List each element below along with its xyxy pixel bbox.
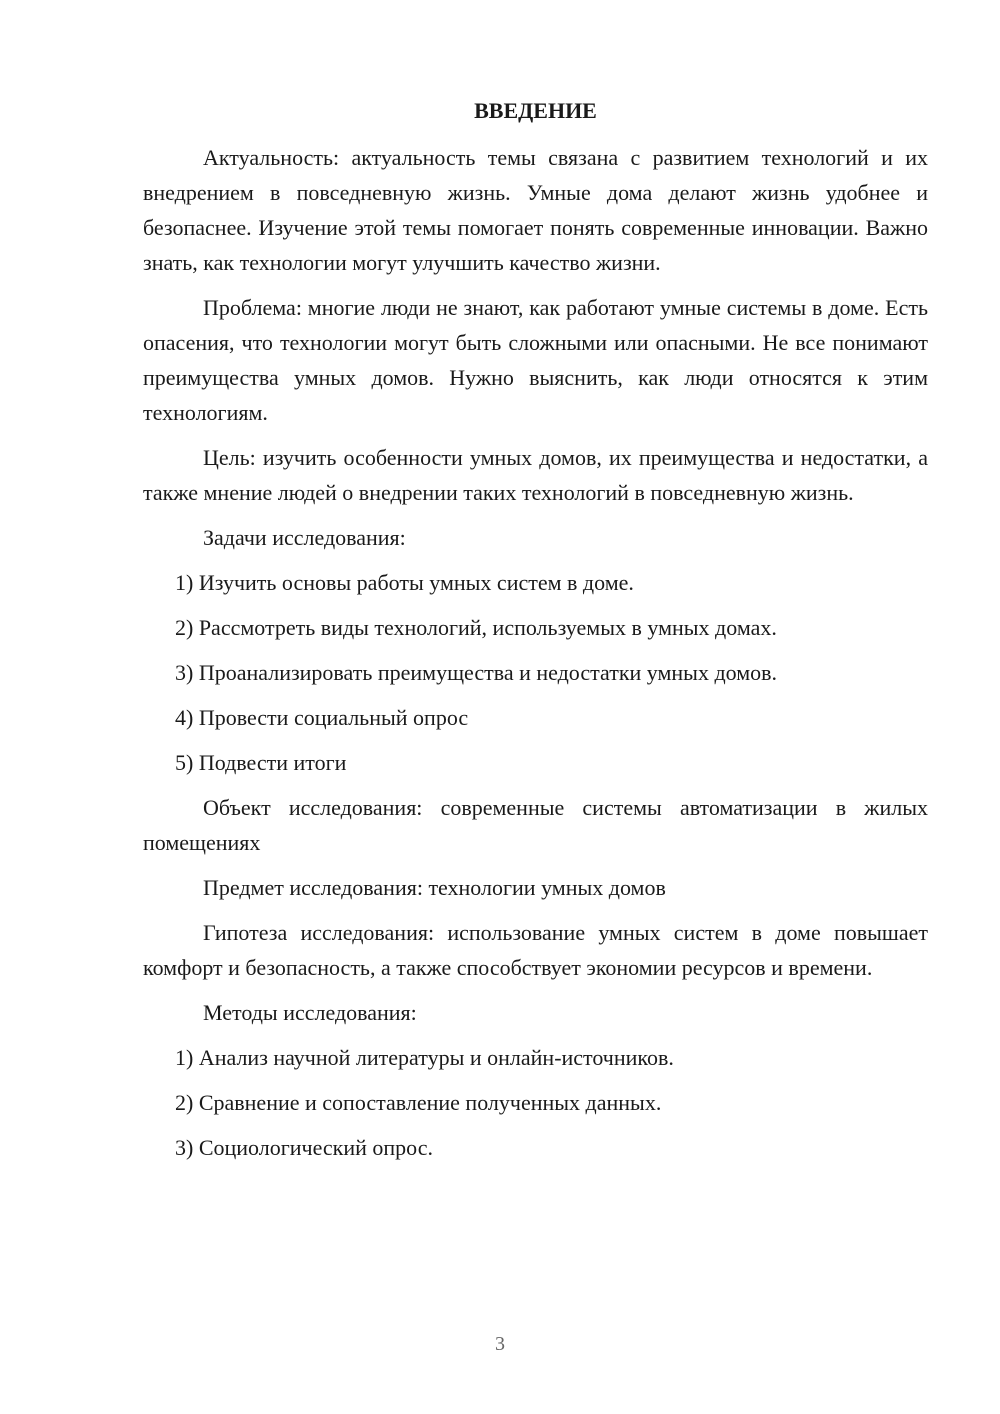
problem-paragraph: Проблема: многие люди не знают, как работают умные системы в доме. Есть опасения, что технологии могут быть сложными или опасными. Не все понимают преимущества умных домов. Нужно выяснить, как люди относятся к этим технологиям. [143,295,928,425]
hypothesis-paragraph: Гипотеза исследования: использование умных систем в доме повышает комфорт и безопасность, а также способствует экономии ресурсов и времени. [143,920,928,980]
methods-heading: Методы исследования: [203,1000,417,1025]
list-item: 4) Провести социальный опрос [175,705,469,730]
methods-list [143,1040,928,1165]
page-number: 3 [495,1333,505,1355]
tasks-list [143,565,928,780]
list-item: 2) Сравнение и сопоставление полученных данных. [175,1090,662,1115]
list-item: 3) Проанализировать преимущества и недостатки умных домов. [175,660,778,685]
document-page [143,96,928,1175]
list-item: 2) Рассмотреть виды технологий, используемых в умных домах. [175,615,777,640]
list-item: 3) Социологический опрос. [175,1135,433,1160]
list-item: 1) Анализ научной литературы и онлайн-источников. [175,1045,674,1070]
page-title: ВВЕДЕНИЕ [474,98,597,123]
object-paragraph: Объект исследования: современные системы автоматизации в жилых помещениях [143,795,928,855]
goal-paragraph: Цель: изучить особенности умных домов, их преимущества и недостатки, а также мнение людей о внедрении таких технологий в повседневную жизнь. [143,445,928,505]
list-item: 1) Изучить основы работы умных систем в доме. [175,570,634,595]
list-item: 5) Подвести итоги [175,750,347,775]
relevance-paragraph: Актуальность: актуальность темы связана с развитием технологий и их внедрением в повседневную жизнь. Умные дома делают жизнь удобнее и безопаснее. Изучение этой темы помогает понять современные инновации. Важно знать, как технологии могут улучшить качество жизни. [143,145,928,275]
subject-paragraph: Предмет исследования: технологии умных домов [203,875,666,900]
tasks-heading: Задачи исследования: [203,525,406,550]
